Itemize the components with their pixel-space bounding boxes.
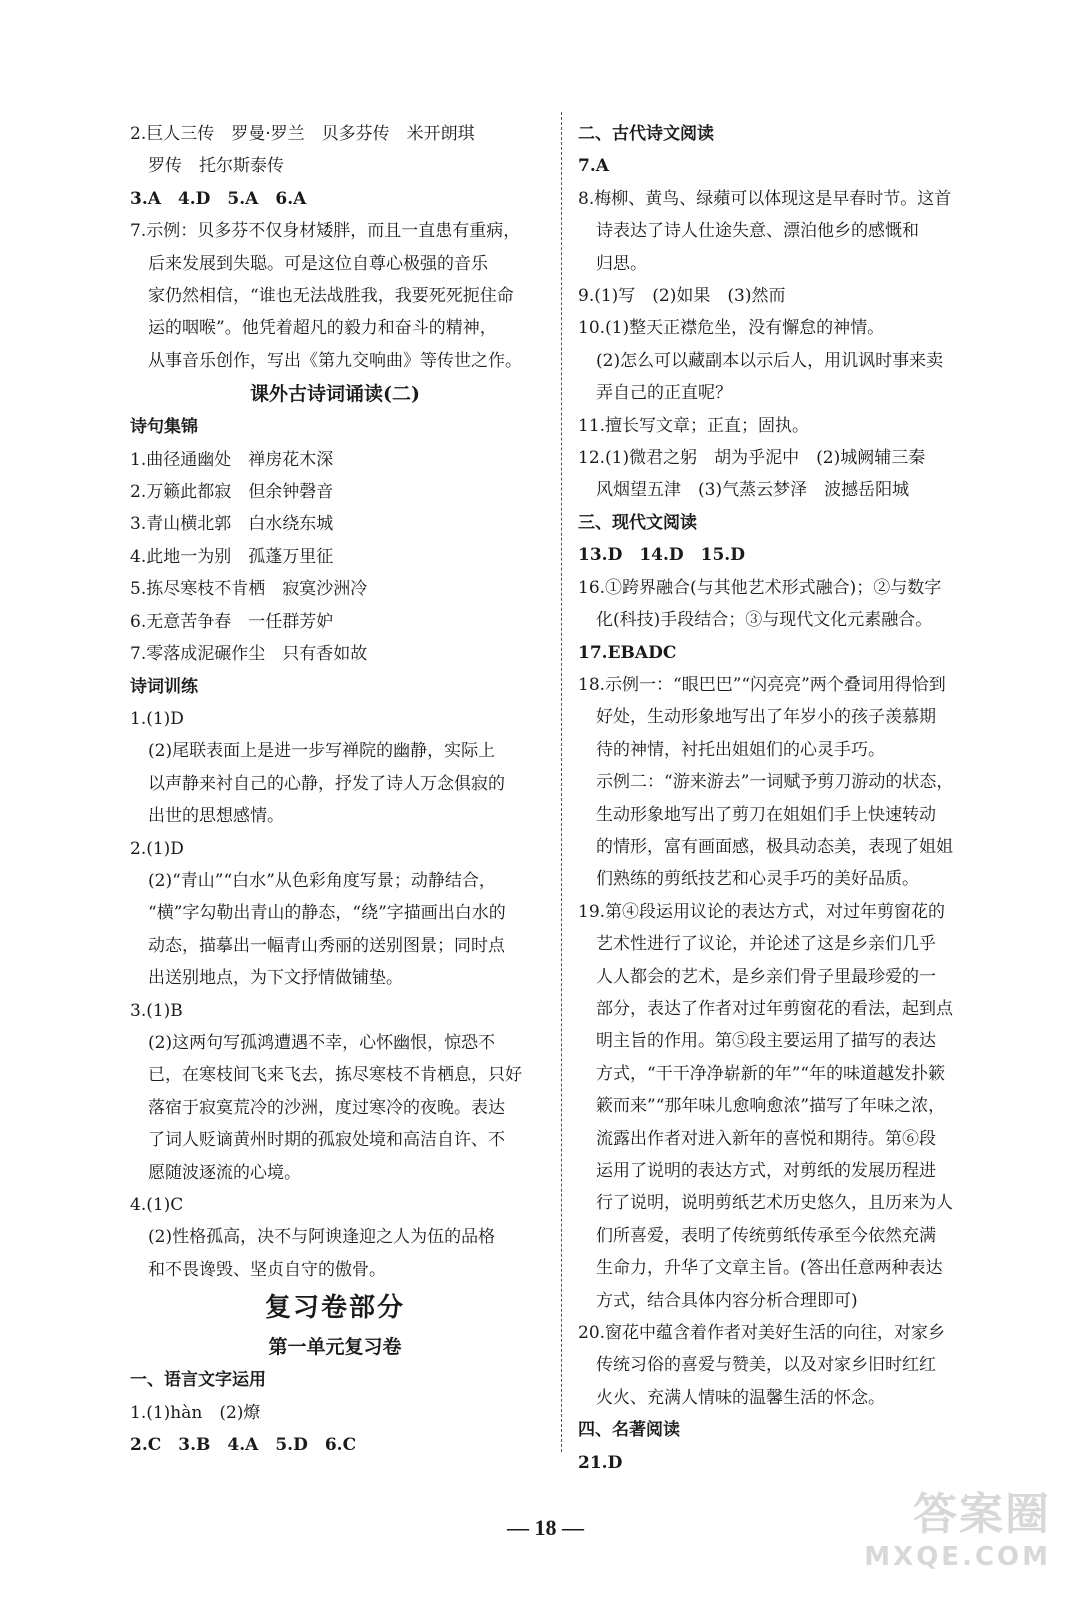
text-line: 出送别地点，为下文抒情做铺垫。 [148,968,403,989]
text-line: 2.巨人三传 罗曼·罗兰 贝多芬传 米开朗琪 [130,124,475,144]
text-line: 了词人贬谪黄州时期的孤寂处境和高洁自许、不 [148,1130,505,1151]
section-heading: 第一单元复习卷 [268,1336,402,1359]
text-line: 出世的思想感情。 [148,806,284,827]
text-line: 19.第④段运用议论的表达方式，对过年剪窗花的 [578,901,946,922]
text-line: 2.C 3.B 4.A 5.D 6.C [130,1435,357,1456]
text-line: 人人都会的艺术，是乡亲们骨子里最珍爱的一 [596,966,936,987]
text-line: 已，在寒枝间飞来飞去，拣尽寒枝不肯栖息，只好 [148,1065,522,1086]
text-line: (2)性格孤高，决不与阿谀逢迎之人为伍的品格 [148,1227,496,1248]
text-line: 部分，表达了作者对过年剪窗花的看法，起到点 [596,998,953,1019]
text-line: 3.青山横北郭 白水绕东城 [130,514,334,535]
text-line: 9.(1)写 (2)如果 (3)然而 [578,286,786,307]
text-line: (2)这两句写孤鸿遭遇不幸，心怀幽恨，惊恐不 [148,1032,496,1053]
text-line: 明主旨的作用。第⑤段主要运用了描写的表达 [596,1031,936,1052]
text-line: 诗词训练 [130,676,198,697]
text-line: 们所喜爱，表明了传统剪纸传承至今依然充满 [596,1225,936,1246]
text-line: 们熟练的剪纸技艺和心灵手巧的美好品质。 [596,869,919,890]
text-line: 11.擅长写文章；正直；固执。 [578,415,810,436]
text-line: “横”字勾勒出青山的静态，“绕”字描画出白水的 [148,903,506,924]
text-line: 流露出作者对进入新年的喜悦和期待。第⑥段 [596,1128,936,1149]
text-line: 1.(1)hàn (2)燎 [130,1402,261,1423]
text-line: 以声静来衬自己的心静，抒发了诗人万念俱寂的 [148,773,505,794]
text-line: 和不畏谗毁、坚贞自守的傲骨。 [148,1259,386,1280]
text-line: 7.零落成泥碾作尘 只有香如故 [130,644,368,665]
text-line: 生命力，升华了文章主旨。(答出任意两种表达 [596,1258,943,1279]
text-line: 4.此地一为别 孤蓬万里征 [130,546,334,567]
text-line: 二、古代诗文阅读 [578,124,714,144]
text-line: 归思。 [596,253,647,274]
text-line: (2)“青山”“白水”从色彩角度写景；动静结合， [148,870,496,891]
text-line: 艺术性进行了议论，并论述了这是乡亲们几乎 [596,934,936,955]
watermark-url: MXQE.COM [864,1542,1051,1572]
text-line: 7.A [578,156,609,177]
text-line: 1.(1)D [130,708,184,729]
text-line: 运的咽喉”。他凭着超凡的毅力和奋斗的精神， [148,318,497,339]
text-line: 传统习俗的喜爱与赞美，以及对家乡旧时红红 [596,1355,936,1376]
watermark-logo-text: 答案圈 [913,1489,1051,1540]
section-heading: 课外古诗词诵读(二) [250,383,420,406]
text-line: 一、语言文字运用 [130,1370,266,1391]
text-line: 方式，结合具体内容分析合理即可) [596,1290,858,1311]
text-line: 21.D [578,1452,623,1473]
text-line: 诗句集锦 [130,417,198,438]
text-line: 20.窗花中蕴含着作者对美好生活的向往，对家乡 [578,1323,946,1344]
text-line: 6.无意苦争春 一任群芳妒 [130,611,334,632]
text-line: 17.EBADC [578,642,677,663]
text-line: 12.(1)微君之躬 胡为乎泥中 (2)城阙辅三秦 [578,448,926,469]
text-line: 5.拣尽寒枝不肯栖 寂寞沙洲冷 [130,579,368,600]
text-line: 四、名著阅读 [578,1420,680,1441]
text-line: 动态，描摹出一幅青山秀丽的送别图景；同时点 [148,935,505,956]
text-line: 16.①跨界融合(与其他艺术形式融合)；②与数字 [578,577,942,598]
text-line: 2.(1)D [130,838,184,859]
text-line: 罗传 托尔斯泰传 [148,156,284,177]
text-line: 簌而来”“那年味儿愈响愈浓”描写了年味之浓， [596,1096,946,1117]
text-line: 从事音乐创作，写出《第九交响曲》等传世之作。 [148,350,522,371]
text-line: 化(科技)手段结合；③与现代文化元素融合。 [596,610,933,631]
text-line: 1.曲径通幽处 禅房花木深 [130,449,334,470]
text-line: 8.梅柳、黄鸟、绿蘋可以体现这是早春时节。这首 [578,188,952,209]
section-heading: 复习卷部分 [264,1293,405,1324]
watermark-logo [864,1478,1051,1572]
text-line: 运用了说明的表达方式，对剪纸的发展历程进 [596,1161,936,1181]
text-line: 风烟望五津 (3)气蒸云梦泽 波撼岳阳城 [596,480,910,501]
text-line: 行了说明，说明剪纸艺术历史悠久，且历来为人 [596,1193,953,1214]
text-line: (2)怎么可以藏副本以示后人，用讥讽时事来卖 [596,350,944,371]
text-line: 10.(1)整天正襟危坐，没有懈怠的神情。 [578,318,885,339]
text-line: 后来发展到失聪。可是这位自尊心极强的音乐 [148,253,488,274]
right-column [578,118,990,1479]
text-line: 诗表达了诗人仕途失意、漂泊他乡的感慨和 [596,221,919,242]
text-line: 3.A 4.D 5.A 6.A [130,188,307,209]
page-number: — 18 — [507,1515,584,1540]
text-line: 待的神情，衬托出姐姐们的心灵手巧。 [596,739,885,760]
text-line: 的情形，富有画面感，极具动态美，表现了姐姐 [596,836,953,857]
text-line: 落宿于寂寞荒冷的沙洲，度过寒冷的夜晚。表达 [148,1097,505,1118]
text-line: 18.示例一：“眼巴巴”“闪亮亮”两个叠词用得恰到 [578,674,946,695]
text-line: 愿随波逐流的心境。 [148,1162,301,1183]
text-line: 三、现代文阅读 [578,512,697,533]
text-line: 家仍然相信，“谁也无法战胜我，我要死死扼住命 [148,286,514,307]
text-line: 示例二：“游来游去”一词赋予剪刀游动的状态， [596,772,954,793]
text-line: 好处，生动形象地写出了年岁小的孩子羡慕期 [596,707,936,728]
text-line: 7.示例：贝多芬不仅身材矮胖，而且一直患有重病， [130,221,521,242]
text-line: 13.D 14.D 15.D [578,545,745,566]
left-column [130,118,540,1461]
text-line: 火火、充满人情味的温馨生活的怀念。 [596,1387,885,1408]
text-line: 4.(1)C [130,1195,184,1215]
text-line: 2.万籁此都寂 但余钟磬音 [130,482,334,503]
text-line: (2)尾联表面上是进一步写禅院的幽静，实际上 [148,741,496,762]
text-line: 方式，“干干净净崭新的年”“年的味道越发扑簌 [596,1063,946,1084]
text-line: 弄自己的正直呢？ [596,383,732,404]
column-divider [561,112,562,1452]
text-line: 生动形象地写出了剪刀在姐姐们手上快速转动 [596,804,936,825]
text-line: 3.(1)B [130,1000,183,1021]
